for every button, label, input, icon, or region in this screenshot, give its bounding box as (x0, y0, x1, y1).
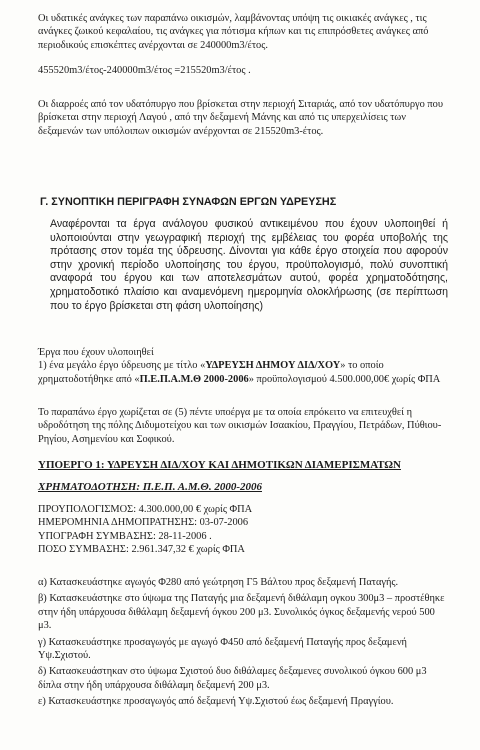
completed-item-mid: » το οποίο χρηματοδοτήθηκε από « (38, 360, 384, 385)
completed-item-suffix: » προϋπολογισμού 4.500.000,00€ χωρίς ΦΠΑ (248, 373, 441, 385)
section-heading: Γ. ΣΥΝΟΠΤΙΚΗ ΠΕΡΙΓΡΑΦΗ ΣΥΝΑΦΩΝ ΕΡΓΩΝ ΥΔΡΕΥΣΗΣ (40, 196, 337, 208)
subproject-title: ΥΠΟΕΡΓΟ 1: ΥΔΡΕΥΣΗ ΔΙΔ/ΧΟΥ ΚΑΙ ΔΗΜΟΤΙΚΩΝ ΔΙΑΜΕΡΙΣΜΑΤΩΝ (38, 459, 401, 471)
work-item-d: δ) Κατασκευάστηκαν στο ύψωμα Σχιστού δυο διθάλαμες δεξαμενες συνολικού όγκου 600 μ3 δίπλα στην ήδη υπάρχουσα διθάλαμη δεξαμενή 200 μ3. (38, 666, 427, 691)
leakage-paragraph: Οι διαρροές από τον υδατόπυργο που βρίσκεται στην περιοχή Σιταριάς, από τον υδατόπυργο που βρίσκεται στην περιοχή Λαγού , από την δεξαμενή Μάνης και από τις υπερχειλίσεις των δεξαμενών των υπόλοιπων οικισμών ανέρχονται σε 215520m3-έτος. (38, 99, 443, 137)
completed-item-program: Π.Ε.Π.Α.Μ.Θ 2000-2006 (139, 373, 249, 385)
funding-title: ΧΡΗΜΑΤΟΔΟΤΗΣΗ: Π.Ε.Π. Α.Μ.Θ. 2000-2006 (38, 481, 262, 493)
work-item-c: γ) Κατασκευάστηκε προσαγωγός με αγωγό Φ450 από δεξαμενή Παταγής προς δεξαμενή Υψ.Σχιστού. (38, 636, 407, 662)
water-needs-paragraph: Οι υδατικές ανάγκες των παραπάνω οικισμών, λαμβάνοντας υπόψη τις οικιακές ανάγκες , τις ανάγκες ζωικού κεφαλαίου, τις ανάγκες για πότισμα κήπων και τις επιπρόσθετες ανάγκες από περιοδικούς επισκέπτες ανέρχονται σε 240000m3/έτος. (38, 13, 429, 51)
detail-contract-signing: ΥΠΟΓΡΑΦΗ ΣΥΜΒΑΣΗΣ: 28-11-2006 . (38, 530, 212, 542)
detail-tender-date: ΗΜΕΡΟΜΗΝΙΑ ΔΗΜΟΠΡΑΤΗΣΗΣ: 03-07-2006 (38, 517, 249, 529)
completed-projects-label: Έργα που έχουν υλοποιηθεί (38, 347, 154, 358)
works-list (38, 576, 448, 712)
detail-contract-amount: ΠΟΣΟ ΣΥΜΒΑΣΗΣ: 2.961.347,32 € χωρίς ΦΠΑ (38, 544, 245, 556)
subprojects-paragraph: Το παραπάνω έργο χωρίζεται σε (5) πέντε υποέργα με τα οποία επρόκειτο να επιτευχθεί η υδροδότηση της πόλης Διδυμοτείχου και των οικισμών Ισαακίου, Πραγγίου, Πετράδων, Πύθιου-Ρηγίου, Ασημενίου και Σοφικού. (38, 407, 442, 445)
work-item-a: α) Κατασκευάστηκε αγωγός Φ280 από γεώτρηση Γ5 Βάλτου προς δεξαμενή Παταγής. (38, 577, 399, 588)
section-body: Αναφέρονται τα έργα ανάλογου φυσικού αντικειμένου που έχουν υλοποιηθεί ή υλοποιούνται στην γεωγραφική περιοχή της εμβέλειας του φορέα υποβολής της πρότασης στον τομέα της ύδρευσης. Δίνονται για κάθε έργο στοιχεία που αφορούν στην χρονική περίοδο υλοποίησης του έργου, προϋπολογισμό, πολύ συνοπτική αναφορά του έργου και των αποτελεσμάτων αυτού, φορέα χρηματοδότησης, χρηματοδοτικό πλαίσιο και αναμενόμενη ημερομηνία ολοκλήρωσης (σε περίπτωση που το έργο βρίσκεται στη φάση υλοποίησης) (50, 218, 448, 312)
completed-item-prefix: 1) ένα μεγάλο έργο ύδρευσης με τίτλο « (38, 360, 206, 372)
work-item-e: ε) Κατασκευάστηκε προσαγωγός από δεξαμενή Υψ.Σχιστού έως δεξαμενή Πραγγίου. (38, 696, 394, 708)
completed-item-title: ΥΔΡΕΥΣΗ ΔΗΜΟΥ ΔΙΔ/ΧΟΥ (205, 360, 341, 372)
work-item-b: β) Κατασκευάστηκε στο ύψωμα της Παταγής μια δεξαμενή διθάλαμη ογκου 300μ3 – προστέθηκε στην ήδη υπάρχουσα διθάλαμη δεξαμενή όγκου 200 μ3. Συνολικός όγκος δεξαμενής νερού 500 μ3. (38, 593, 445, 632)
completed-projects-block (38, 346, 448, 386)
detail-budget: ΠΡΟΥΠΟΛΟΓΙΣΜΟΣ: 4.300.000,00 € χωρίς ΦΠΑ (38, 504, 253, 515)
contract-details (38, 503, 448, 557)
water-balance-formula: 455520m3/έτος-240000m3/έτος =215520m3/έτος . (38, 65, 251, 76)
